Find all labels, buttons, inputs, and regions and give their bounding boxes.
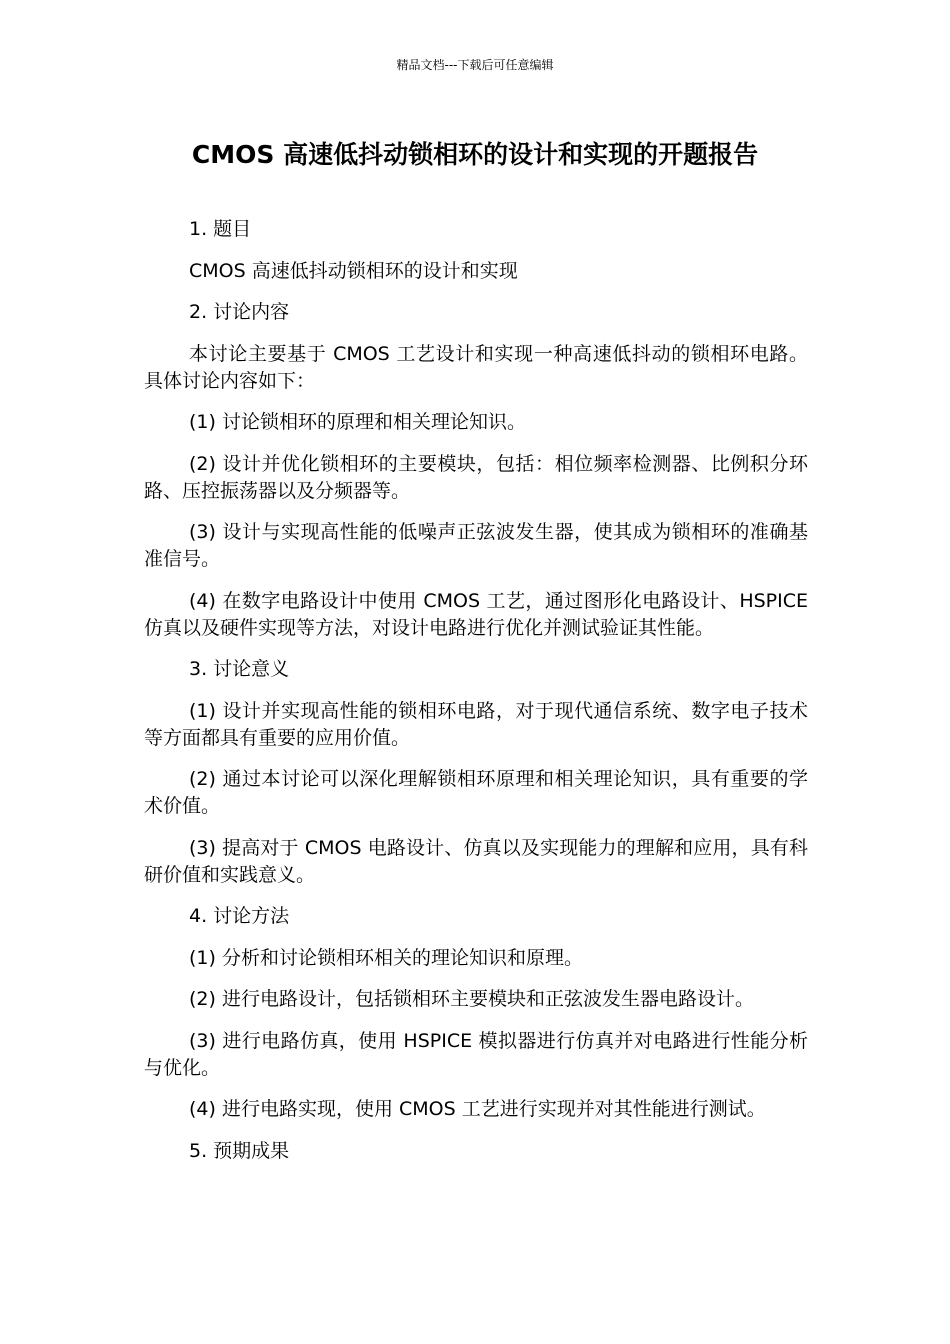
content-intro-paragraph: 本讨论主要基于 CMOS 工艺设计和实现一种高速低抖动的锁相环电路。具体讨论内容如下： (144, 342, 808, 392)
significance-item-1: (1) 设计并实现高性能的锁相环电路，对于现代通信系统、数字电子技术等方面都具有重要的应用价值。 (144, 699, 808, 749)
document-body (144, 216, 808, 1179)
content-item-2: (2) 设计并优化锁相环的主要模块，包括：相位频率检测器、比例积分环路、压控振荡器以及分频器等。 (144, 452, 808, 502)
significance-item-2: (2) 通过本讨论可以深化理解锁相环原理和相关理论知识，具有重要的学术价值。 (144, 768, 808, 817)
content-item-1: (1) 讨论锁相环的原理和相关理论知识。 (189, 411, 526, 433)
section-heading-outcomes: 5. 预期成果 (189, 1139, 290, 1162)
running-header: 精品文档---下载后可任意编辑 (396, 58, 554, 72)
significance-item-3: (3) 提高对于 CMOS 电路设计、仿真以及实现能力的理解和应用，具有科研价值和实践意义。 (144, 836, 808, 886)
method-item-2: (2) 进行电路设计，包括锁相环主要模块和正弦波发生器电路设计。 (189, 988, 754, 1010)
method-item-3: (3) 进行电路仿真，使用 HSPICE 模拟器进行仿真并对电路进行性能分析与优化。 (144, 1029, 808, 1079)
section-heading-topic: 1. 题目 (189, 218, 252, 240)
section-heading-significance: 3. 讨论意义 (189, 658, 290, 680)
section-heading-method: 4. 讨论方法 (189, 905, 290, 927)
method-item-1: (1) 分析和讨论锁相环相关的理论知识和原理。 (189, 946, 583, 969)
document-title: CMOS 高速低抖动锁相环的设计和实现的开题报告 (191, 140, 759, 169)
content-item-4: (4) 在数字电路设计中使用 CMOS 工艺，通过图形化电路设计、HSPICE 仿真以及硬件实现等方法，对设计电路进行优化并测试验证其性能。 (144, 589, 808, 639)
content-item-3: (3) 设计与实现高性能的低噪声正弦波发生器，使其成为锁相环的准确基准信号。 (144, 521, 808, 570)
method-item-4: (4) 进行电路实现，使用 CMOS 工艺进行实现并对其性能进行测试。 (189, 1098, 766, 1120)
topic-text: CMOS 高速低抖动锁相环的设计和实现 (189, 259, 518, 282)
section-heading-content: 2. 讨论内容 (189, 301, 290, 323)
